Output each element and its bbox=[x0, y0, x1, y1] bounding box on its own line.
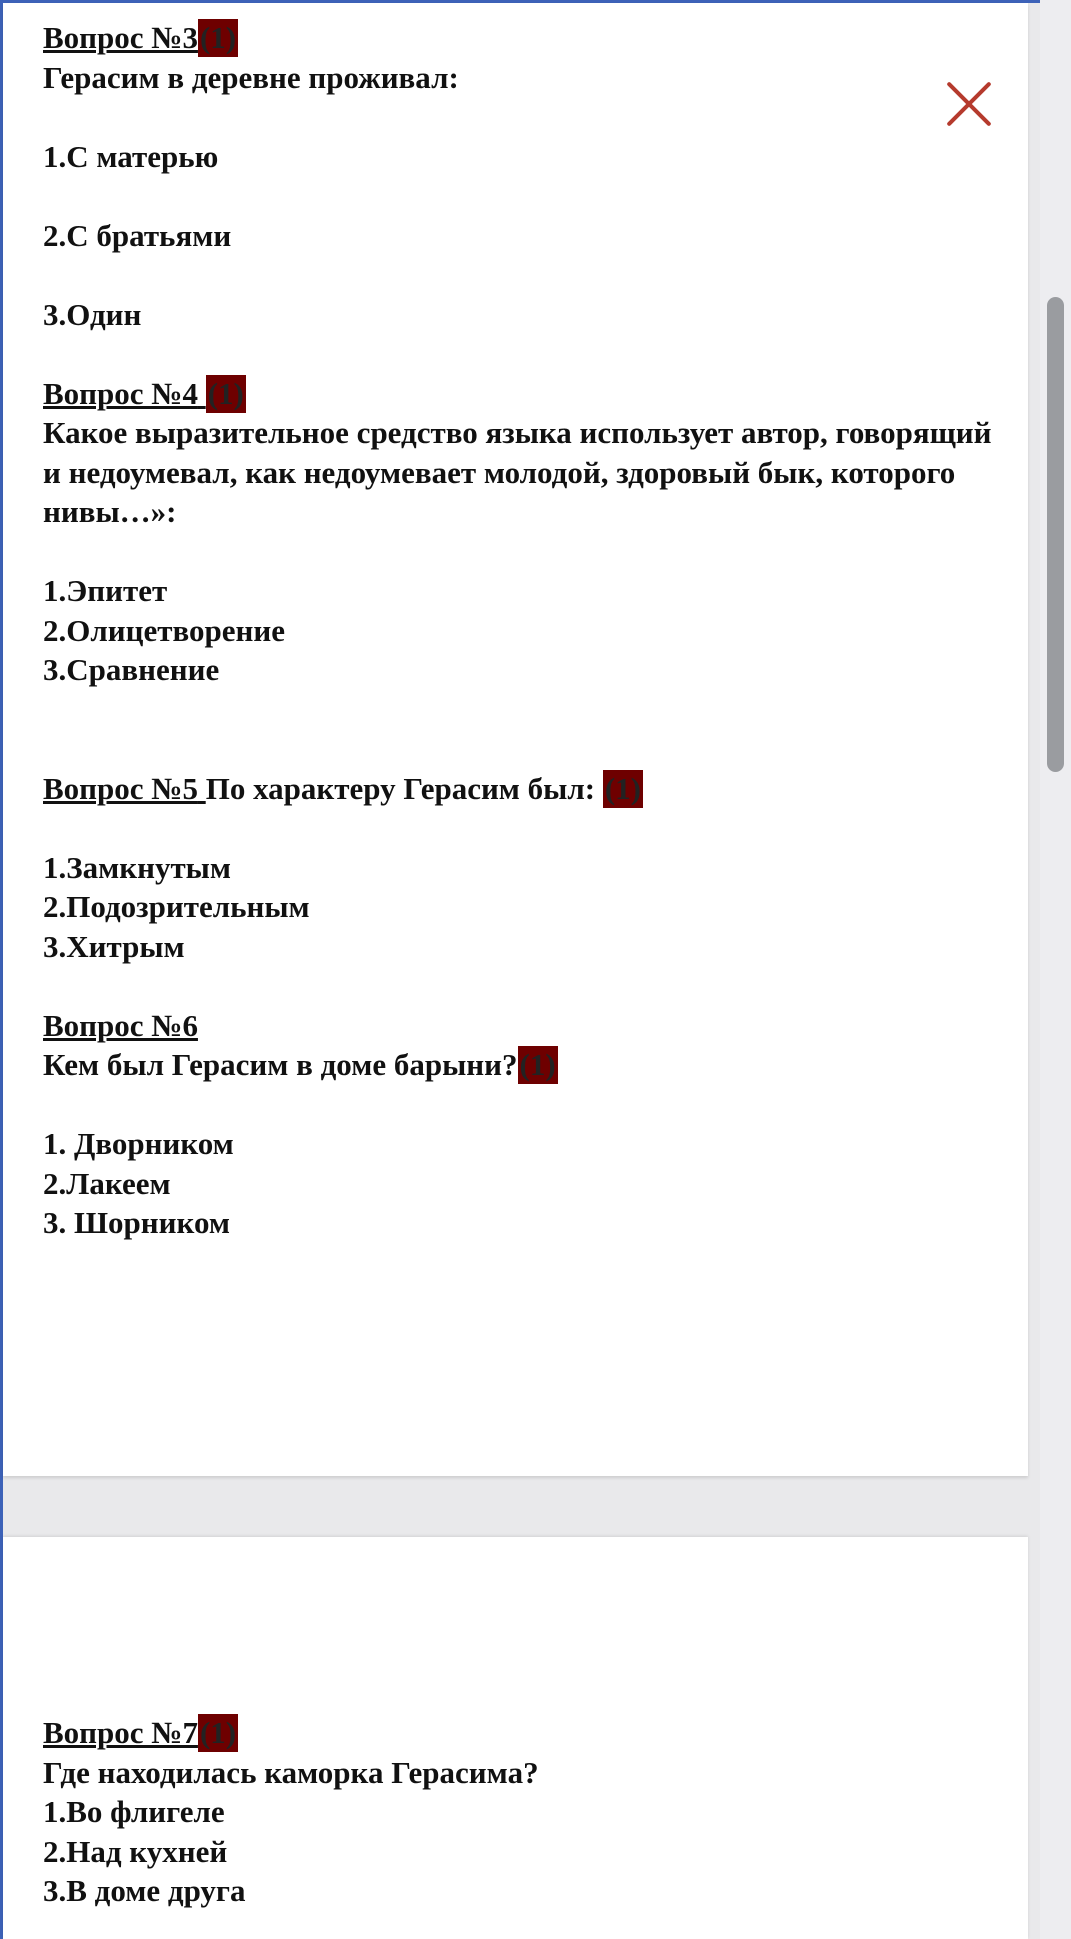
question-3-option-3: 3.Один bbox=[43, 296, 142, 332]
close-icon[interactable] bbox=[943, 78, 995, 130]
question-4-points-badge: (1) bbox=[207, 375, 244, 411]
question-7-label: Вопрос №7 bbox=[43, 1715, 198, 1750]
question-3-heading bbox=[43, 18, 1028, 58]
question-6-option-1: 1. Дворником bbox=[43, 1126, 234, 1161]
question-5-option-1: 1.Замкнутым bbox=[43, 849, 231, 885]
question-6-question-line bbox=[43, 1045, 1028, 1085]
question-4-text-line-2: и недоумевал, как недоумевает молодой, здоровый бык, которого bbox=[43, 454, 956, 490]
question-5-option-3: 3.Хитрым bbox=[43, 928, 185, 964]
question-5-option-2: 2.Подозрительным bbox=[43, 889, 310, 924]
question-4-option-3: 3.Сравнение bbox=[43, 652, 220, 687]
question-7-heading bbox=[43, 1713, 1028, 1753]
question-7-option-3: 3.В доме друга bbox=[43, 1873, 246, 1908]
page-1-content bbox=[43, 18, 1028, 1243]
question-3-points-badge: (1) bbox=[199, 20, 237, 55]
question-4-label: Вопрос №4 bbox=[43, 375, 198, 411]
question-5-text: По характеру Герасим был: bbox=[205, 770, 603, 806]
question-5-points-badge: (1) bbox=[604, 770, 642, 806]
question-7-option-2: 2.Над кухней bbox=[43, 1833, 228, 1869]
question-3-label bbox=[43, 20, 198, 55]
page-2-content bbox=[43, 1713, 1028, 1911]
question-7-text: Где находилась каморка Герасима? bbox=[43, 1754, 539, 1790]
question-6-text: Кем был Герасим в доме барыни? bbox=[43, 1047, 518, 1082]
question-4-heading bbox=[43, 374, 1028, 414]
question-6-label: Вопрос №6 bbox=[43, 1007, 198, 1043]
question-5-label: Вопрос №5 bbox=[43, 770, 198, 806]
question-7-option-1: 1.Во флигеле bbox=[43, 1794, 225, 1829]
question-6-option-3: 3. Шорником bbox=[43, 1205, 230, 1240]
document-page-1 bbox=[3, 3, 1028, 1476]
question-4-option-2: 2.Олицетворение bbox=[43, 612, 285, 648]
document-page-2 bbox=[3, 1537, 1028, 1939]
question-5-heading bbox=[43, 769, 1028, 809]
scrollbar-thumb[interactable] bbox=[1047, 297, 1064, 772]
question-4-text-line-3: нивы…»: bbox=[43, 494, 177, 529]
question-3-option-2: 2.С братьями bbox=[43, 217, 232, 253]
question-6-points-badge: (1) bbox=[519, 1047, 556, 1082]
question-7-points-badge: (1) bbox=[199, 1715, 237, 1750]
question-3-option-1: 1.С матерью bbox=[43, 138, 219, 174]
question-6-option-2: 2.Лакеем bbox=[43, 1165, 171, 1201]
question-4-text-line-1: Какое выразительное средство языка использует автор, говорящий bbox=[43, 415, 992, 450]
question-4-option-1: 1.Эпитет bbox=[43, 573, 168, 608]
question-3-label-text: Вопрос №3 bbox=[43, 20, 198, 55]
question-6-heading bbox=[43, 1006, 1028, 1046]
question-3-text: Герасим в деревне проживал: bbox=[43, 59, 459, 95]
scrollbar-track[interactable] bbox=[1040, 0, 1071, 1939]
